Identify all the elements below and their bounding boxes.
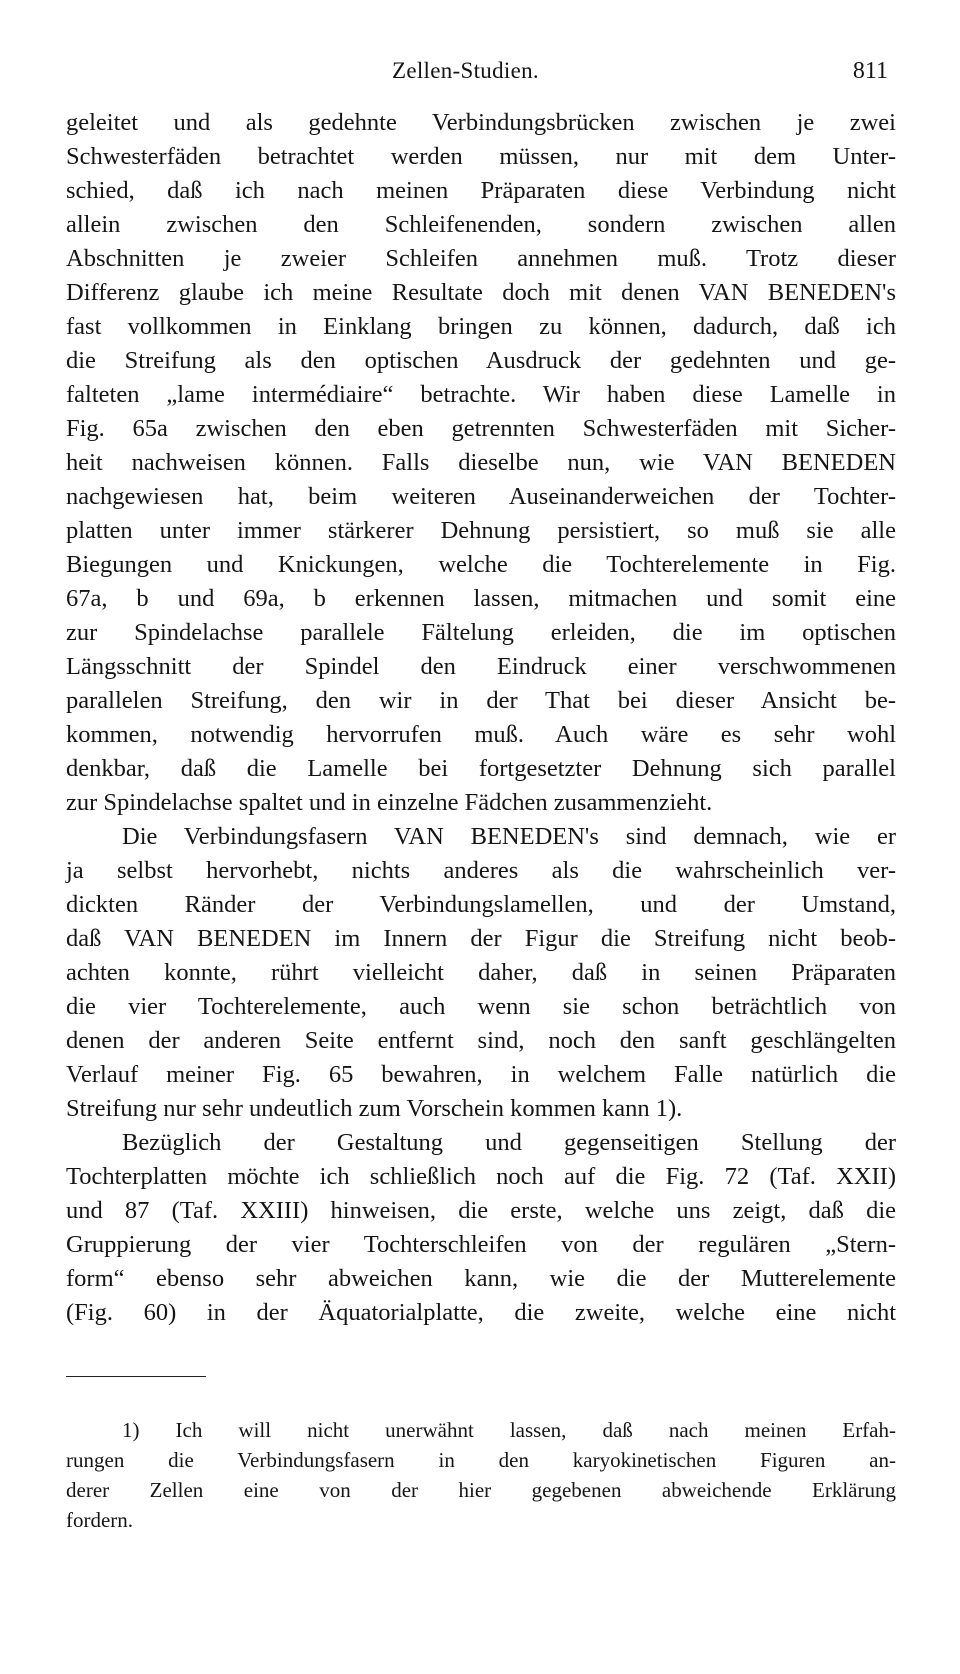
footnote-line: rungen die Verbindungsfasern in den karyokinetischen Figuren an- xyxy=(66,1448,896,1472)
text-line: denkbar, daß die Lamelle bei fortgesetzter Dehnung sich parallel xyxy=(66,755,896,782)
text-line: zur Spindelachse spaltet und in einzelne Fädchen zusammenzieht. xyxy=(66,789,713,816)
text-line: (Fig. 60) in der Äquatorialplatte, die zweite, welche eine nicht xyxy=(66,1299,896,1326)
text-line: Verlauf meiner Fig. 65 bewahren, in welchem Falle natürlich die xyxy=(66,1061,896,1088)
paragraph-start-line: Bezüglich der Gestaltung und gegenseitigen Stellung der xyxy=(122,1129,896,1156)
body-text xyxy=(66,106,896,1330)
text-line: Streifung nur sehr undeutlich zum Vorschein kommen kann 1). xyxy=(66,1095,683,1122)
text-line: dickten Ränder der Verbindungslamellen, und der Umstand, xyxy=(66,891,896,918)
text-line: die vier Tochterelemente, auch wenn sie schon beträchtlich von xyxy=(66,993,896,1020)
running-head xyxy=(66,58,896,92)
paragraph-start-line: Die Verbindungsfasern VAN BENEDEN's sind demnach, wie er xyxy=(122,823,896,850)
text-line: form“ ebenso sehr abweichen kann, wie die der Mutterelemente xyxy=(66,1265,896,1292)
text-line: ja selbst hervorhebt, nichts anderes als die wahrscheinlich ver- xyxy=(66,857,896,884)
text-line: und 87 (Taf. XXIII) hinweisen, die erste, welche uns zeigt, daß die xyxy=(66,1197,896,1224)
text-line: Biegungen und Knickungen, welche die Tochterelemente in Fig. xyxy=(66,551,896,578)
text-line: platten unter immer stärkerer Dehnung persistiert, so muß sie alle xyxy=(66,517,896,544)
text-line: daß VAN BENEDEN im Innern der Figur die Streifung nicht beob- xyxy=(66,925,896,952)
text-line: Fig. 65a zwischen den eben getrennten Schwesterfäden mit Sicher- xyxy=(66,415,896,442)
text-line: achten konnte, rührt vielleicht daher, daß in seinen Präparaten xyxy=(66,959,896,986)
footnote-divider xyxy=(66,1376,206,1377)
text-line: allein zwischen den Schleifenenden, sondern zwischen allen xyxy=(66,211,896,238)
text-line: die Streifung als den optischen Ausdruck der gedehnten und ge- xyxy=(66,347,896,374)
text-line: denen der anderen Seite entfernt sind, noch den sanft geschlängelten xyxy=(66,1027,896,1054)
text-line: 67a, b und 69a, b erkennen lassen, mitmachen und somit eine xyxy=(66,585,896,612)
text-line: Differenz glaube ich meine Resultate doch mit denen VAN BENEDEN's xyxy=(66,279,896,306)
text-line: Schwesterfäden betrachtet werden müssen, nur mit dem Unter- xyxy=(66,143,896,170)
text-line: Abschnitten je zweier Schleifen annehmen muß. Trotz dieser xyxy=(66,245,896,272)
footnote xyxy=(66,1415,896,1535)
text-line: fast vollkommen in Einklang bringen zu können, dadurch, daß ich xyxy=(66,313,896,340)
footnote-line: 1) Ich will nicht unerwähnt lassen, daß nach meinen Erfah- xyxy=(122,1418,896,1442)
footnote-line: fordern. xyxy=(66,1508,134,1532)
text-line: heit nachweisen können. Falls dieselbe nun, wie VAN BENEDEN xyxy=(66,449,896,476)
running-title: Zellen-Studien. xyxy=(392,58,539,83)
text-line: zur Spindelachse parallele Fältelung erleiden, die im optischen xyxy=(66,619,896,646)
text-line: falteten „lame intermédiaire“ betrachte. Wir haben diese Lamelle in xyxy=(66,381,896,408)
text-line: parallelen Streifung, den wir in der That bei dieser Ansicht be- xyxy=(66,687,896,714)
text-line: geleitet und als gedehnte Verbindungsbrücken zwischen je zwei xyxy=(66,109,896,136)
text-line: nachgewiesen hat, beim weiteren Auseinanderweichen der Tochter- xyxy=(66,483,896,510)
text-line: Tochterplatten möchte ich schließlich noch auf die Fig. 72 (Taf. XXII) xyxy=(66,1163,896,1190)
text-line: Gruppierung der vier Tochterschleifen von der regulären „Stern- xyxy=(66,1231,896,1258)
text-line: schied, daß ich nach meinen Präparaten diese Verbindung nicht xyxy=(66,177,896,204)
footnote-line: derer Zellen eine von der hier gegebenen abweichende Erklärung xyxy=(66,1478,896,1502)
page-number: 811 xyxy=(852,58,888,84)
text-line: kommen, notwendig hervorrufen muß. Auch wäre es sehr wohl xyxy=(66,721,896,748)
text-line: Längsschnitt der Spindel den Eindruck einer verschwommenen xyxy=(66,653,896,680)
